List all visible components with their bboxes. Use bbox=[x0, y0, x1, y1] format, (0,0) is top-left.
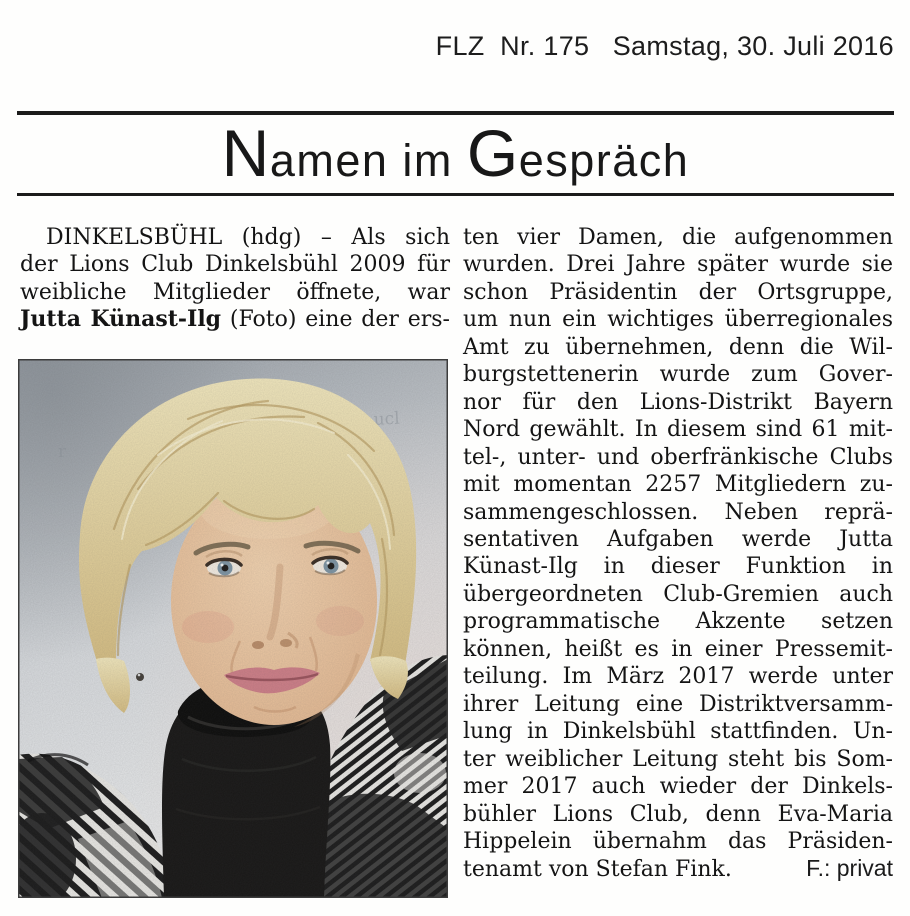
article-line: nor für den Lions-Distrikt Bayern bbox=[463, 389, 893, 415]
article-line: der Lions Club Dinkelsbühl 2009 für bbox=[20, 252, 450, 278]
article-line: DINKELSBÜHL (hdg) – Als sich bbox=[46, 225, 450, 250]
article-last-line bbox=[463, 855, 893, 883]
portrait-photo bbox=[18, 359, 448, 898]
photo-credit: F.: privat bbox=[806, 855, 893, 882]
article-last-text: tenamt von Stefan Fink. bbox=[463, 857, 732, 883]
headline-banner bbox=[17, 111, 894, 196]
article-line: Künast-Ilg in dieser Funktion in bbox=[463, 554, 893, 580]
article-line: ter weiblicher Leitung steht bis Som- bbox=[463, 746, 893, 772]
article-line: können, heißt es in einer Pressemit- bbox=[463, 636, 893, 662]
article-line: Nord gewählt. In diesem sind 61 mit- bbox=[463, 417, 893, 443]
article-line: wurden. Drei Jahre später wurde sie bbox=[463, 252, 893, 278]
article-line: ihrer Leitung eine Distriktversamm- bbox=[463, 691, 893, 717]
article-line: Amt zu übernehmen, denn die Wil- bbox=[463, 334, 893, 360]
article-line: teilung. Im März 2017 werde unter bbox=[463, 664, 893, 690]
article-line: sammengeschlossen. Neben reprä- bbox=[463, 499, 893, 525]
article-line: Hippelein übernahm das Präsiden- bbox=[463, 828, 893, 854]
article-line: burgstettenerin wurde zum Gover- bbox=[463, 362, 893, 388]
portrait-image bbox=[18, 359, 448, 898]
article-line: tel-, unter- und oberfränkische Clubs bbox=[463, 444, 893, 470]
article-line: sentativen Aufgaben werde Jutta bbox=[463, 526, 893, 552]
article-line: ten vier Damen, die aufgenommen bbox=[463, 225, 893, 250]
article-line: übergeordneten Club-Gremien auch bbox=[463, 581, 893, 607]
article-line: lung in Dinkelsbühl stattfinden. Un- bbox=[463, 719, 893, 745]
article-column-left bbox=[20, 224, 450, 334]
article-line: weibliche Mitglieder öffnete, war bbox=[20, 279, 450, 305]
article-line: um nun ein wichtiges überregionales bbox=[463, 307, 893, 333]
article-line: bühler Lions Club, denn Eva-Maria bbox=[463, 801, 893, 827]
article-line: mit momentan 2257 Mitgliedern zu- bbox=[463, 472, 893, 498]
article-column-right bbox=[463, 224, 893, 884]
article-line: mer 2017 auch wieder der Dinkels- bbox=[463, 774, 893, 800]
article-line: schon Präsidentin der Ortsgruppe, bbox=[463, 279, 893, 305]
article-line: Jutta Künast-Ilg (Foto) eine der ers- bbox=[20, 306, 450, 333]
masthead-issue-line: FLZ Nr. 175 Samstag, 30. Juli 2016 bbox=[435, 31, 894, 61]
article-line: programmatische Akzente setzen bbox=[463, 609, 893, 635]
page-title: Namen im Gespräch bbox=[221, 116, 690, 190]
